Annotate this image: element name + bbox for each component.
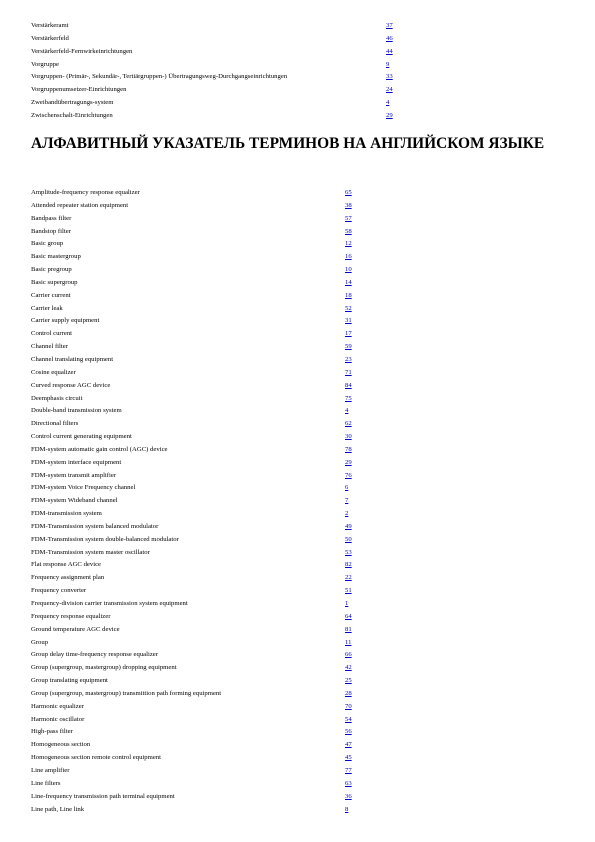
index-entry xyxy=(31,431,571,444)
page-number-link[interactable]: 36 xyxy=(345,792,352,800)
index-term: Vorgruppe xyxy=(31,60,59,68)
index-entry xyxy=(31,752,571,765)
page-number-link[interactable]: 12 xyxy=(345,240,352,248)
index-term: FDM-system Voice Frequency channel xyxy=(31,484,136,492)
index-term: Cosine equalizer xyxy=(31,368,76,376)
page-number-link[interactable]: 6 xyxy=(345,484,349,492)
index-term: Harmonic oscillator xyxy=(31,715,85,723)
index-entry xyxy=(31,110,571,123)
index-term: Vorgruppen- (Primär-, Sekundär-, Tertiärgruppen-) Übertragungsweg-Durchgangseinrichtungen xyxy=(31,73,288,81)
page-number-link[interactable]: 81 xyxy=(345,625,352,633)
index-term: Basic pregroup xyxy=(31,266,72,274)
index-term: Attended repeater station equipment xyxy=(31,201,129,209)
index-term: Flat response AGC device xyxy=(31,561,102,569)
index-entry xyxy=(31,637,571,650)
page-number-link[interactable]: 47 xyxy=(345,741,352,749)
index-term: Group xyxy=(31,638,49,646)
page-number-link[interactable]: 7 xyxy=(345,497,349,505)
index-term: Carrier leak xyxy=(31,304,63,312)
page-number-link[interactable]: 82 xyxy=(345,561,352,569)
index-entry xyxy=(31,59,571,72)
index-entry xyxy=(31,714,571,727)
index-entry xyxy=(31,290,571,303)
page-number-link[interactable]: 44 xyxy=(386,47,393,55)
index-entry xyxy=(31,547,571,560)
index-term: Homogeneous section remote control equipment xyxy=(31,754,162,762)
index-term: Control current xyxy=(31,330,73,338)
page-number-link[interactable]: 75 xyxy=(345,394,352,402)
index-entry xyxy=(31,804,571,817)
index-entry xyxy=(31,508,571,521)
index-term: FDM-system transmit amplifier xyxy=(31,471,117,479)
index-entry xyxy=(31,791,571,804)
page-number-link[interactable]: 29 xyxy=(345,458,352,466)
index-term: Homogeneous section xyxy=(31,741,91,749)
index-term: High-pass filter xyxy=(31,728,73,736)
page-number-link[interactable]: 77 xyxy=(345,766,352,774)
index-term: Line path, Line link xyxy=(31,805,85,813)
index-entry xyxy=(31,367,571,380)
index-term: FDM-system Wideband channel xyxy=(31,497,118,505)
index-term: Line-frequency transmission path terminal equipment xyxy=(31,792,175,800)
index-term: Zwischenschalt-Einrichtungen xyxy=(31,111,113,119)
index-entry xyxy=(31,611,571,624)
index-term: Group delay time-frequency response equalizer xyxy=(31,651,159,659)
page-number-link[interactable]: 9 xyxy=(386,60,390,68)
page-number-link[interactable]: 4 xyxy=(386,99,390,107)
page-number-link[interactable]: 22 xyxy=(345,574,352,582)
index-entry xyxy=(31,675,571,688)
index-entry xyxy=(31,598,571,611)
index-entry xyxy=(31,726,571,739)
index-entry xyxy=(31,354,571,367)
index-term: Group translating equipment xyxy=(31,677,108,685)
page-number-link[interactable]: 51 xyxy=(345,587,352,595)
page-number-link[interactable]: 54 xyxy=(345,715,352,723)
page-number-link[interactable]: 63 xyxy=(345,779,352,787)
index-term: Curved response AGC device xyxy=(31,381,111,389)
index-term: FDM-Transmission system balanced modulator xyxy=(31,522,159,530)
page-number-link[interactable]: 71 xyxy=(345,368,352,376)
index-entry xyxy=(31,778,571,791)
index-entry xyxy=(31,97,571,110)
page-number-link[interactable]: 78 xyxy=(345,445,352,453)
index-entry xyxy=(31,238,571,251)
index-entry xyxy=(31,328,571,341)
page-number-link[interactable]: 29 xyxy=(386,111,393,119)
index-entry xyxy=(31,226,571,239)
page-number-link[interactable]: 57 xyxy=(345,214,352,222)
index-entry xyxy=(31,559,571,572)
index-term: Line filters xyxy=(31,779,61,787)
index-entry xyxy=(31,534,571,547)
page-number-link[interactable]: 17 xyxy=(345,330,352,338)
index-entry xyxy=(31,482,571,495)
index-entry xyxy=(31,200,571,213)
index-entry xyxy=(31,264,571,277)
index-entry xyxy=(31,585,571,598)
index-entry xyxy=(31,765,571,778)
page-number-link[interactable]: 33 xyxy=(386,73,393,81)
index-term: Harmonic equalizer xyxy=(31,702,84,710)
page-number-link[interactable]: 38 xyxy=(345,201,352,209)
index-entry xyxy=(31,84,571,97)
index-term: Verstärkeramt xyxy=(31,22,69,29)
page-number-link[interactable]: 46 xyxy=(386,34,393,42)
page-number-link[interactable]: 66 xyxy=(345,651,352,659)
index-term: Control current generating equipment xyxy=(31,433,132,441)
index-entry xyxy=(31,315,571,328)
index-term: Frequency response equalizer xyxy=(31,612,111,620)
index-entry xyxy=(31,33,571,46)
index-entry xyxy=(31,739,571,752)
page-number-link[interactable]: 4 xyxy=(345,407,349,415)
page-number-link[interactable]: 59 xyxy=(345,343,352,351)
page-number-link[interactable]: 1 xyxy=(345,600,349,607)
index-term: Verstärkerfeld xyxy=(31,34,69,42)
index-term: Ground temperature AGC device xyxy=(31,625,120,633)
page-number-link[interactable]: 52 xyxy=(345,304,352,312)
index-term: Amplitude-frequency response equalizer xyxy=(31,189,140,196)
page-number-link[interactable]: 84 xyxy=(345,381,352,389)
index-entry xyxy=(31,495,571,508)
index-term: Verstärkerfeld-Fernwirkeinrichtungen xyxy=(31,47,133,55)
index-entry xyxy=(31,624,571,637)
english-index-list xyxy=(31,187,571,816)
page-number-link[interactable]: 42 xyxy=(345,664,352,672)
index-entry xyxy=(31,418,571,431)
index-entry xyxy=(31,380,571,393)
index-term: Frequency converter xyxy=(31,587,87,595)
index-term: Basic supergroup xyxy=(31,278,78,286)
section-heading: АЛФАВИТНЫЙ УКАЗАТЕЛЬ ТЕРМИНОВ НА АНГЛИЙСКОМ ЯЗЫКЕ xyxy=(31,135,545,152)
index-term: Double-band transmission system xyxy=(31,407,122,415)
page-number-link[interactable]: 70 xyxy=(345,702,352,710)
index-term: Channel filter xyxy=(31,343,68,351)
index-term: FDM-system automatic gain control (AGC) device xyxy=(31,445,168,453)
page-number-link[interactable]: 37 xyxy=(386,22,393,29)
page-number-link[interactable]: 50 xyxy=(345,535,352,543)
index-term: Frequency assignment plan xyxy=(31,574,105,582)
index-term: Carrier supply equipment xyxy=(31,317,100,325)
page-number-link[interactable]: 28 xyxy=(345,689,352,697)
page-number-link[interactable]: 24 xyxy=(386,86,393,94)
index-entry xyxy=(31,521,571,534)
index-term: FDM-system interface equipment xyxy=(31,458,122,466)
page-number-link[interactable]: 14 xyxy=(345,278,352,286)
index-entry xyxy=(31,649,571,662)
page-number-link[interactable]: 62 xyxy=(345,420,352,428)
index-term: Vorgruppenumsetzer-Einrichtungen xyxy=(31,86,127,94)
index-term: Directional filters xyxy=(31,420,79,428)
german-index-list xyxy=(31,20,571,123)
page-number-link[interactable]: 11 xyxy=(345,638,352,646)
index-entry xyxy=(31,470,571,483)
index-term: Channel translating equipment xyxy=(31,355,114,363)
index-term: Deemphasis circuit xyxy=(31,394,83,402)
page-number-link[interactable]: 23 xyxy=(345,355,352,363)
index-entry xyxy=(31,20,571,33)
index-term: Group (supergroup, mastergroup) dropping equipment xyxy=(31,664,177,672)
index-term: Line amplifier xyxy=(31,766,70,774)
index-entry xyxy=(31,572,571,585)
index-entry xyxy=(31,701,571,714)
page-number-link[interactable]: 30 xyxy=(345,433,352,441)
index-term: Zweibandübertragungs-system xyxy=(31,99,114,107)
index-term: Frequency-division carrier transmission system equipment xyxy=(31,600,188,607)
page-number-link[interactable]: 10 xyxy=(345,266,352,274)
index-entry xyxy=(31,662,571,675)
page-number-link[interactable]: 31 xyxy=(345,317,352,325)
index-entry xyxy=(31,444,571,457)
index-entry xyxy=(31,457,571,470)
index-entry xyxy=(31,71,571,84)
index-term: Bandstop filter xyxy=(31,227,71,235)
index-term: FDM-Transmission system master oscillator xyxy=(31,548,150,556)
index-entry xyxy=(31,393,571,406)
index-term: Basic mastergroup xyxy=(31,253,81,261)
index-term: FDM-Transmission system double-balanced modulator xyxy=(31,535,179,543)
index-term: Bandpass filter xyxy=(31,214,72,222)
page-number-link[interactable]: 49 xyxy=(345,522,352,530)
page-number-link[interactable]: 2 xyxy=(345,510,349,518)
index-entry xyxy=(31,303,571,316)
index-term: Group (supergroup, mastergroup) transmittion path forming equipment xyxy=(31,689,222,697)
index-entry xyxy=(31,341,571,354)
page-number-link[interactable]: 53 xyxy=(345,548,352,556)
index-entry xyxy=(31,405,571,418)
page-number-link[interactable]: 45 xyxy=(345,754,352,762)
page-number-link[interactable]: 64 xyxy=(345,612,352,620)
index-entry xyxy=(31,251,571,264)
page-number-link[interactable]: 65 xyxy=(345,189,352,196)
index-term: FDM-transmission system xyxy=(31,510,102,518)
page-number-link[interactable]: 16 xyxy=(345,253,352,261)
index-entry xyxy=(31,688,571,701)
index-term: Basic group xyxy=(31,240,64,248)
index-term: Carrier current xyxy=(31,291,71,299)
index-entry xyxy=(31,46,571,59)
index-entry xyxy=(31,187,571,200)
page-number-link[interactable]: 56 xyxy=(345,728,352,736)
page-number-link[interactable]: 18 xyxy=(345,291,352,299)
index-entry xyxy=(31,213,571,226)
page-number-link[interactable]: 58 xyxy=(345,227,352,235)
page-number-link[interactable]: 76 xyxy=(345,471,352,479)
page-number-link[interactable]: 8 xyxy=(345,805,349,813)
index-entry xyxy=(31,277,571,290)
page-number-link[interactable]: 25 xyxy=(345,677,352,685)
